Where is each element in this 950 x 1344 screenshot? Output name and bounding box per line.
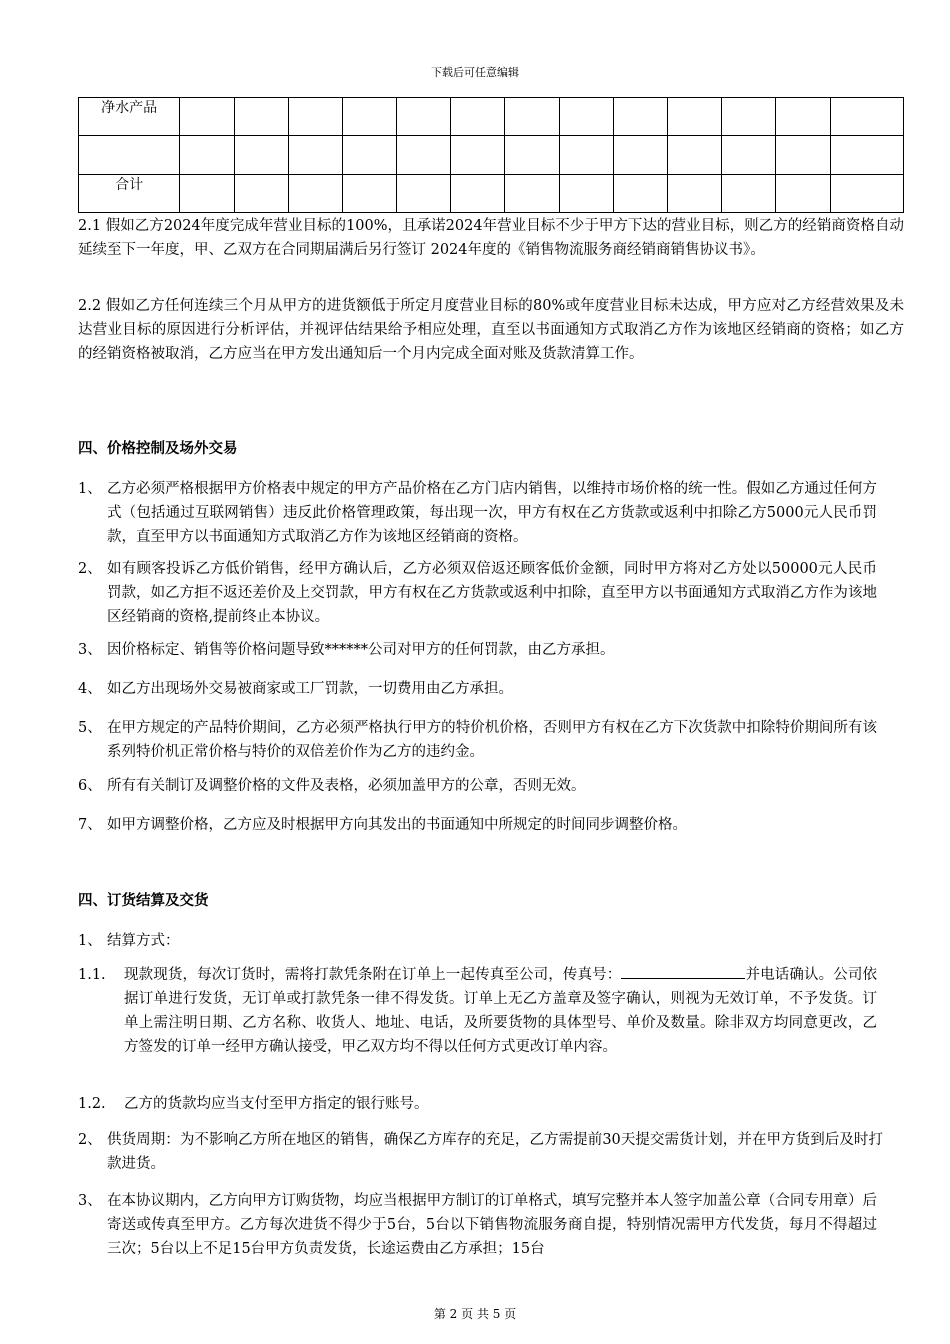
- table-cell: [288, 136, 342, 175]
- table-cell: [397, 98, 451, 136]
- table-cell: [451, 98, 505, 136]
- table-cell: [180, 175, 234, 213]
- table-cell: [180, 136, 234, 175]
- table-cell: [776, 136, 830, 175]
- table-cell: [830, 175, 903, 213]
- table-cell: [776, 98, 830, 136]
- order-item-2: 供货周期：为不影响乙方所在地区的销售，确保乙方库存的充足，乙方需提前30天提交需货计划，并在甲方货到后及时打款进货。: [107, 1132, 883, 1172]
- order-item-1-num: 1、: [78, 933, 102, 949]
- order-item-1-2: 乙方的货款均应当支付至甲方指定的银行账号。: [124, 1096, 429, 1112]
- table-cell: [776, 175, 830, 213]
- price-item-1: 乙方必须严格根据甲方价格表中规定的甲方产品价格在乙方门店内销售，以维持市场价格的统一性。假如乙方通过任何方式（包括通过互联网销售）违反此价格管理政策，每出现一次，甲方有权在乙方货款或返利中扣除乙方5000元人民币罚款，直至甲方以书面通知方式取消乙方作为该地区经销商的资格。: [107, 481, 877, 545]
- table-cell: [342, 98, 396, 136]
- price-item-6-num: 6、: [78, 778, 102, 794]
- table-cell: [342, 136, 396, 175]
- price-item-5-num: 5、: [78, 720, 102, 736]
- price-item-2-num: 2、: [78, 561, 102, 577]
- table-cell: [722, 98, 776, 136]
- section-order-title: 四、订货结算及交货: [78, 893, 209, 909]
- table-cell: [559, 175, 613, 213]
- table-cell: [613, 175, 667, 213]
- order-item-1: 结算方式：: [107, 933, 180, 949]
- table-cell: [397, 175, 451, 213]
- table-cell: [505, 175, 559, 213]
- table-cell: [613, 136, 667, 175]
- table-row: [79, 175, 904, 213]
- table-cell: [559, 136, 613, 175]
- price-item-5: 在甲方规定的产品特价期间，乙方必须严格执行甲方的特价机价格，否则甲方有权在乙方下次货款中扣除特价期间所有该系列特价机正常价格与特价的双倍差价作为乙方的违约金。: [107, 720, 877, 760]
- table-row-label: 合计: [79, 175, 180, 213]
- sales-target-table: [78, 97, 904, 213]
- order-item-1-1: [124, 963, 877, 1059]
- order-item-3-num: 3、: [78, 1193, 102, 1209]
- order-item-2-num: 2、: [78, 1132, 102, 1148]
- table-row-label: [79, 136, 180, 175]
- table-cell: [288, 98, 342, 136]
- table-cell: [722, 175, 776, 213]
- price-item-4-num: 4、: [78, 681, 102, 697]
- table-cell: [451, 175, 505, 213]
- order-item-1-1-text-a: 现款现货，每次订货时，需将打款凭条附在订单上一起传真至公司，传真号：: [124, 967, 622, 983]
- table-cell: [830, 98, 903, 136]
- table-cell: [613, 98, 667, 136]
- table-cell: [830, 136, 903, 175]
- table-cell: [505, 98, 559, 136]
- table-cell: [342, 175, 396, 213]
- order-item-1-1-num: 1.1.: [78, 967, 106, 983]
- order-item-1-1-text-b: 并电话确认。公司依据订单进行发货，无订单或打款凭条一律不得发货。订单上无乙方盖章及签字确认，则视为无效订单，不予发货。订单上需注明日期、乙方名称、收货人、地址、电话，及所要货物的具体型号、单价及数量。除非双方均同意更改，乙方签发的订单一经甲方确认接受，甲乙双方均不得以任何方式更改订单内容。: [124, 967, 878, 1055]
- price-item-6: 所有有关制订及调整价格的文件及表格，必须加盖甲方的公章，否则无效。: [107, 778, 586, 794]
- table-cell: [234, 136, 288, 175]
- clause-2-2: 2.2 假如乙方任何连续三个月从甲方的进货额低于所定月度营业目标的80%或年度营业目标未达成，甲方应对乙方经营效果及未达营业目标的原因进行分析评估，并视评估结果给予相应处理，直至以书面通知方式取消乙方作为该地区经销商的资格；如乙方的经销资格被取消，乙方应当在甲方发出通知后一个月内完成全面对账及货款清算工作。: [78, 298, 904, 362]
- table-cell: [668, 175, 722, 213]
- table-cell: [234, 98, 288, 136]
- order-item-3: 在本协议期内，乙方向甲方订购货物，均应当根据甲方制订的订单格式，填写完整并本人签字加盖公章（合同专用章）后寄送或传真至甲方。乙方每次进货不得少于5台，5台以下销售物流服务商自提，特别情况需甲方代发货，每月不得超过三次；5台以上不足15台甲方负责发货，长途运费由乙方承担；15台: [107, 1193, 877, 1257]
- price-item-2: 如有顾客投诉乙方低价销售，经甲方确认后，乙方必须双倍返还顾客低价金额，同时甲方将对乙方处以50000元人民币罚款，如乙方拒不返还差价及上交罚款，甲方有权在乙方货款或返利中扣除，直至甲方以书面通知方式取消乙方作为该地区经销商的资格,提前终止本协议。: [107, 561, 877, 625]
- page-header: 下载后可任意编辑: [431, 66, 519, 79]
- table-cell: [722, 136, 776, 175]
- price-item-3: 因价格标定、销售等价格问题导致******公司对甲方的任何罚款，由乙方承担。: [107, 642, 615, 658]
- section-price-title: 四、价格控制及场外交易: [78, 441, 238, 457]
- table-cell: [397, 136, 451, 175]
- table-cell: [668, 98, 722, 136]
- fax-number-blank: [621, 964, 745, 979]
- table-row: [79, 136, 904, 175]
- price-item-4: 如乙方出现场外交易被商家或工厂罚款，一切费用由乙方承担。: [107, 681, 513, 697]
- table-cell: [505, 136, 559, 175]
- table-cell: [234, 175, 288, 213]
- table-row-label: 净水产品: [79, 98, 180, 136]
- table-cell: [451, 136, 505, 175]
- clause-2-1: 2.1 假如乙方2024年度完成年营业目标的100%，且承诺2024年营业目标不少于甲方下达的营业目标，则乙方的经销商资格自动延续至下一年度，甲、乙双方在合同期届满后另行签订 2024年度的《销售物流服务商经销商销售协议书》。: [78, 218, 904, 258]
- price-item-1-num: 1、: [78, 481, 102, 497]
- order-item-1-2-num: 1.2.: [78, 1096, 106, 1112]
- price-item-3-num: 3、: [78, 642, 102, 658]
- table-cell: [559, 98, 613, 136]
- table-cell: [668, 136, 722, 175]
- price-item-7-num: 7、: [78, 817, 102, 833]
- table-row: [79, 98, 904, 136]
- table-cell: [288, 175, 342, 213]
- table-cell: [180, 98, 234, 136]
- page-footer: 第 2 页 共 5 页: [433, 1307, 517, 1321]
- price-item-7: 如甲方调整价格，乙方应及时根据甲方向其发出的书面通知中所规定的时间同步调整价格。: [107, 817, 687, 833]
